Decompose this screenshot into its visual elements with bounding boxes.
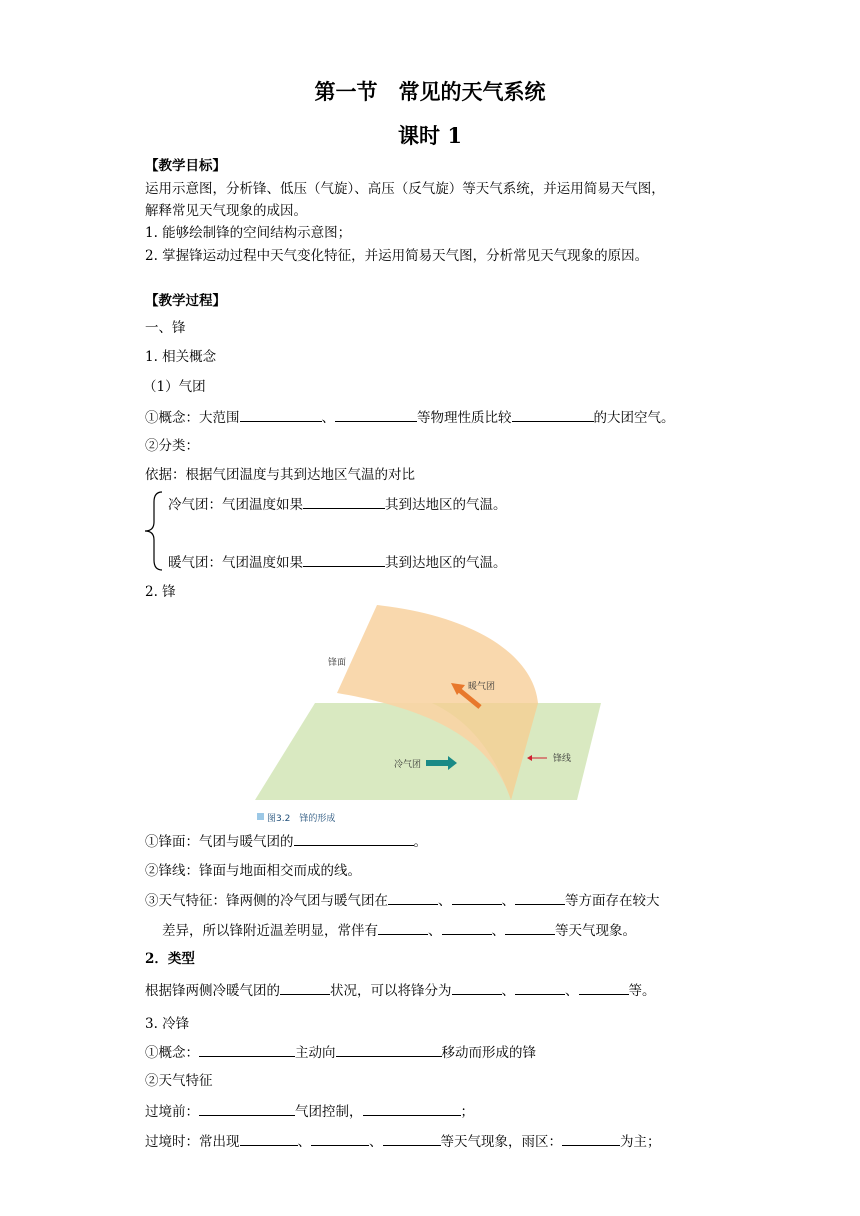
- objectives-paragraph-line2: 解释常见天气现象的成因。: [145, 203, 307, 219]
- cold-air-mass-label: 冷气团: [394, 760, 422, 770]
- blank[interactable]: [383, 1131, 441, 1146]
- blank[interactable]: [335, 407, 417, 422]
- page-title: 第一节 常见的天气系统: [314, 79, 546, 104]
- objective-item-2: 2. 掌握锋运动过程中天气变化特征，并运用简易天气图，分析常见天气现象的原因。: [145, 248, 649, 264]
- section-front: 一、锋: [145, 320, 186, 336]
- front-surface-line: ①锋面：气团与暖气团的 。: [145, 831, 427, 852]
- figure-caption: 图3.2 锋的形成: [267, 814, 336, 824]
- front-formation-figure: [255, 603, 605, 825]
- warm-air-mass-line: 暖气团：气团温度如果 其到达地区的气温。: [168, 552, 507, 573]
- types-heading: 2．类型: [145, 951, 195, 967]
- blank[interactable]: [515, 890, 565, 905]
- cold-front-weather-heading: ②天气特征: [145, 1073, 213, 1089]
- subsection-front: 2. 锋: [145, 584, 176, 600]
- blank[interactable]: [562, 1131, 620, 1146]
- blank[interactable]: [378, 920, 428, 935]
- blank[interactable]: [303, 552, 385, 567]
- blank[interactable]: [512, 407, 594, 422]
- blank[interactable]: [579, 980, 629, 995]
- page-subtitle: 课时 1: [398, 123, 462, 148]
- front-surface-label: 锋面: [328, 658, 347, 668]
- blank[interactable]: [294, 831, 414, 846]
- blank[interactable]: [240, 407, 322, 422]
- weather-features-line1: ③天气特征：锋两侧的冷气团与暖气团在 、 、 等方面存在较大: [145, 890, 660, 911]
- blank[interactable]: [311, 1131, 369, 1146]
- brace-icon: [142, 490, 166, 572]
- blank[interactable]: [363, 1101, 461, 1116]
- objective-item-1: 1. 能够绘制锋的空间结构示意图；: [145, 225, 352, 241]
- classification-basis: 依据：根据气团温度与其到达地区气温的对比: [145, 467, 415, 483]
- cold-front-concept-line: ①概念： 主动向 移动而形成的锋: [145, 1042, 536, 1063]
- blank[interactable]: [505, 920, 555, 935]
- weather-features-line2: 差异，所以锋附近温差明显，常伴有 、 、 等天气现象。: [162, 920, 636, 941]
- blank[interactable]: [336, 1042, 442, 1057]
- types-line: 根据锋两侧冷暖气团的 状况，可以将锋分为 、 、 等。: [145, 980, 656, 1001]
- cold-front-heading: 3. 冷锋: [145, 1016, 190, 1032]
- front-line-label: 锋线: [553, 754, 572, 764]
- blank[interactable]: [199, 1101, 295, 1116]
- cold-front-before-line: 过境前： 气团控制， ；: [145, 1101, 474, 1122]
- blank[interactable]: [515, 980, 565, 995]
- blank[interactable]: [442, 920, 492, 935]
- warm-air-mass-label: 暖气团: [468, 682, 496, 692]
- blank[interactable]: [452, 890, 502, 905]
- blank[interactable]: [452, 980, 502, 995]
- air-mass-concept-line: ①概念：大范围 、 等物理性质比较 的大团空气。: [145, 407, 675, 428]
- subsection-concepts: 1. 相关概念: [145, 349, 217, 365]
- objectives-heading: 【教学目标】: [145, 158, 226, 174]
- classification-label: ②分类：: [145, 438, 199, 454]
- blank[interactable]: [280, 980, 330, 995]
- subsection-air-mass: （1）气团: [143, 379, 206, 395]
- objectives-paragraph-line1: 运用示意图，分析锋、低压（气旋）、高压（反气旋）等天气系统，并运用简易天气图，: [145, 181, 665, 197]
- process-heading: 【教学过程】: [145, 293, 226, 309]
- blank[interactable]: [240, 1131, 298, 1146]
- cold-front-during-line: 过境时：常出现 、 、 等天气现象，雨区： 为主；: [145, 1131, 661, 1152]
- blank[interactable]: [388, 890, 438, 905]
- cold-air-mass-line: 冷气团：气团温度如果 其到达地区的气温。: [168, 494, 507, 515]
- front-line-definition: ②锋线：锋面与地面相交而成的线。: [145, 863, 361, 879]
- caption-marker: [257, 813, 264, 820]
- blank[interactable]: [303, 494, 385, 509]
- blank[interactable]: [199, 1042, 295, 1057]
